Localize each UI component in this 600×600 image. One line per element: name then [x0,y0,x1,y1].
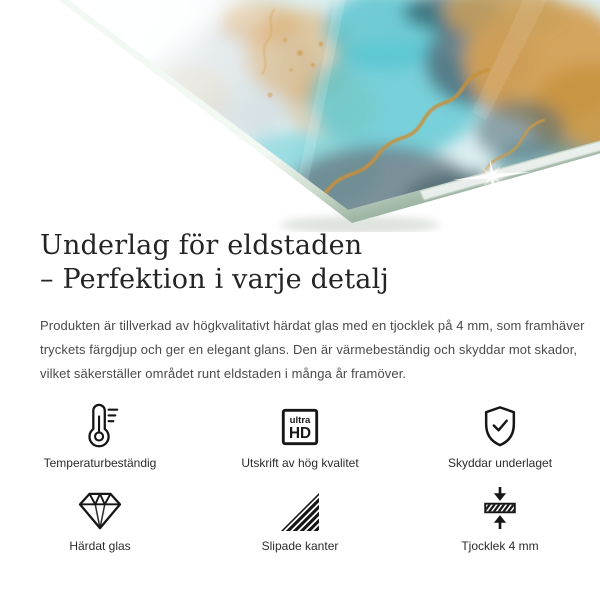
shield-check-icon [479,404,521,448]
product-image [0,0,600,232]
ultra-hd-badge-bottom: HD [288,424,312,442]
feature-thickness-4mm [400,481,600,554]
product-description-section [40,229,585,386]
page-title-line-2: – Perfektion i varje detalj [40,264,389,295]
feature-label: Skyddar underlaget [447,456,553,470]
feature-ultra-hd-print [200,398,400,471]
description-line: Produkten är tillverkad av högkvalitativt härdat glas med en tjocklek på 4 mm, som framhäver [40,318,585,333]
feature-label: Härdat glas [69,539,131,553]
features-grid [0,398,600,554]
description-line: vilket säkerställer området runt eldstaden i många år framöver. [40,366,407,381]
page-title-line-1: Underlag för eldstaden [40,230,363,261]
description-line: tryckets färgdjup och ger en elegant glans. Den är värmebeständig och skyddar mot skador, [40,342,578,357]
product-description [40,314,585,386]
feature-label: Utskrift av hög kvalitet [241,456,359,470]
feature-label: Slipade kanter [261,539,339,553]
feature-tempered-glass [0,481,200,554]
thickness-icon [479,485,521,531]
marble-print-face [0,0,600,232]
ultra-hd-badge-top: ultra [289,415,311,427]
thermometer-icon [78,402,122,448]
feature-protects-surface [400,398,600,471]
diamond-icon [77,491,123,531]
feature-label: Tjocklek 4 mm [461,539,539,553]
ultra-hd-icon [279,406,321,448]
beveled-edge-icon [281,493,319,531]
feature-temperature-resistant [0,398,200,471]
hero-section [0,0,600,232]
page-title [40,229,580,297]
feature-label: Temperaturbeständig [43,456,157,470]
feature-polished-edges [200,481,400,554]
